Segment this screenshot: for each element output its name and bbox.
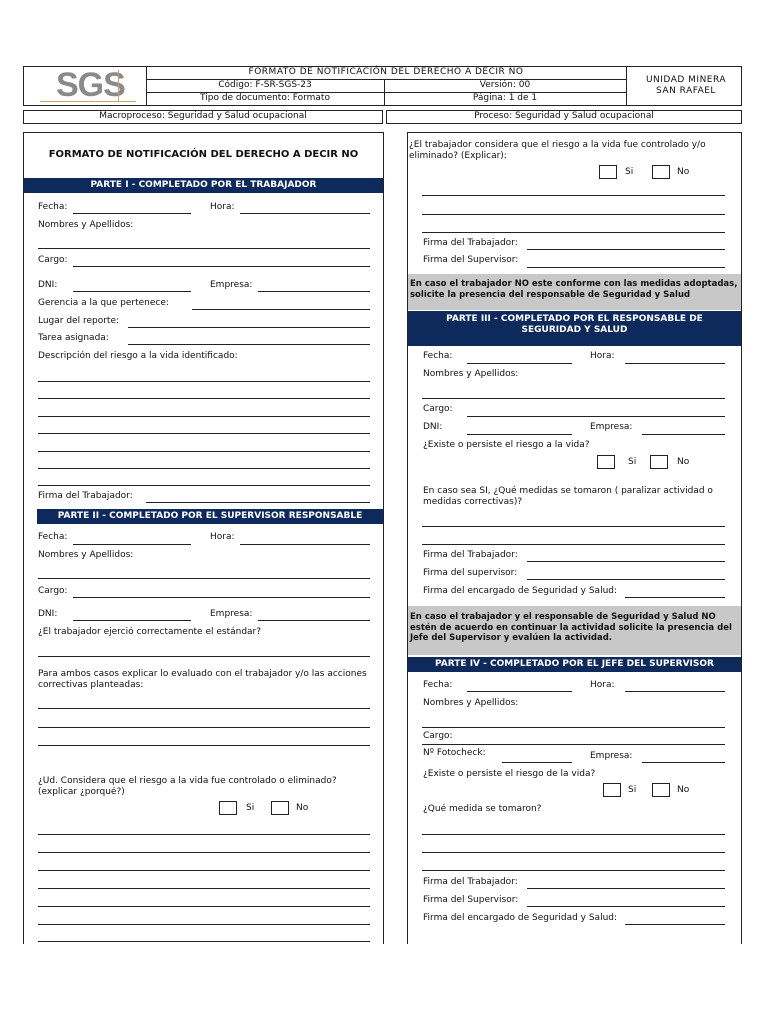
p3-empresa-label: Empresa: <box>590 422 633 432</box>
p2-fecha-line[interactable] <box>73 544 191 545</box>
p3-hora-line[interactable] <box>625 363 725 364</box>
p1-firma-label: Firma del Trabajador: <box>38 491 133 501</box>
p4-empresa-label: Empresa: <box>590 751 633 761</box>
p3-existe-label: ¿Existe o persiste el riesgo a la vida? <box>423 440 590 450</box>
p1-fecha-line[interactable] <box>73 213 191 214</box>
header-unidad: UNIDAD MINERA SAN RAFAEL <box>645 75 727 96</box>
top-no-checkbox[interactable] <box>652 165 670 179</box>
p4-nombres-label: Nombres y Apellidos: <box>423 698 519 708</box>
p2-explicar-line[interactable] <box>38 745 370 746</box>
p1-tarea-line[interactable] <box>128 344 370 345</box>
p3-medidas-line[interactable] <box>422 544 725 545</box>
p2-estandar-label: ¿El trabajador ejerció correctamente el estándar? <box>38 627 262 637</box>
p2-hora-line[interactable] <box>240 544 370 545</box>
p1-lugar-label: Lugar del reporte: <box>38 316 120 326</box>
p2-nombres-label: Nombres y Apellidos: <box>38 550 134 560</box>
p1-empresa-line[interactable] <box>258 291 370 292</box>
macroproceso: Macroproceso: Seguridad y Salud ocupacional <box>99 111 307 121</box>
header-pagina: Página: 1 de 1 <box>472 93 538 103</box>
p3-firma-trabajador-line[interactable] <box>527 561 725 562</box>
p1-cargo-line[interactable] <box>73 266 370 267</box>
p4-fecha-line[interactable] <box>467 691 572 692</box>
header-codigo: Código: F-SR-SGS-23 <box>218 80 312 90</box>
top-line[interactable] <box>422 214 725 215</box>
note-responsable: En caso el trabajador NO este conforme con las medidas adoptadas, solicite la presencia del responsable de Seguridad y Salud <box>408 274 741 310</box>
p1-nombres-label: Nombres y Apellidos: <box>38 220 134 230</box>
p2-fecha-label: Fecha: <box>38 532 68 542</box>
p4-nombres-line[interactable] <box>422 727 725 728</box>
p4-firma-trabajador-label: Firma del Trabajador: <box>423 877 518 887</box>
p4-firma-encargado-line[interactable] <box>625 924 725 925</box>
p3-dni-label: DNI: <box>423 422 443 432</box>
p1-desc-line[interactable] <box>38 468 370 469</box>
p2-explicar-label: Para ambos casos explicar lo evaluado con el trabajador y/o las acciones correctivas planteadas: <box>38 669 367 690</box>
p2-si-checkbox[interactable] <box>219 801 237 815</box>
p1-gerencia-label: Gerencia a la que pertenece: <box>38 298 169 308</box>
p2-no-label: No <box>296 803 309 813</box>
p4-firma-encargado-label: Firma del encargado de Seguridad y Salud: <box>423 913 618 923</box>
p2-dni-label: DNI: <box>38 609 58 619</box>
p2-cargo-line[interactable] <box>73 597 370 598</box>
p4-cargo-line[interactable] <box>422 744 725 745</box>
p4-si-label: Si <box>628 785 637 795</box>
header-tipo: Tipo de documento: Formato <box>200 93 330 103</box>
p4-hora-line[interactable] <box>625 691 725 692</box>
p3-si-checkbox[interactable] <box>597 455 615 469</box>
p4-medida-line[interactable] <box>422 834 725 835</box>
header-title: FORMATO DE NOTIFICACIÓN DEL DERECHO A DECIR NO <box>248 67 524 77</box>
p2-si-label: Si <box>246 803 255 813</box>
p2-considera-line[interactable] <box>38 888 370 889</box>
p3-empresa-line[interactable] <box>642 434 725 435</box>
p4-cargo-label: Cargo: <box>423 731 453 741</box>
p2-considera-line[interactable] <box>38 834 370 835</box>
p1-desc-line[interactable] <box>38 433 370 434</box>
p1-fecha-label: Fecha: <box>38 202 68 212</box>
p4-fotocheck-line[interactable] <box>502 762 572 763</box>
p4-fotocheck-label: Nº Fotocheck: <box>423 748 486 758</box>
proceso: Proceso: Seguridad y Salud ocupacional <box>474 111 654 121</box>
part3-title: PARTE III - COMPLETADO POR EL RESPONSABLE DE SEGURIDAD Y SALUD <box>408 311 741 346</box>
p2-cargo-label: Cargo: <box>38 586 68 596</box>
top-firma-supervisor-line[interactable] <box>527 267 725 268</box>
p2-explicar-line[interactable] <box>38 708 370 709</box>
p1-gerencia-line[interactable] <box>192 309 370 310</box>
p1-dni-line[interactable] <box>73 291 191 292</box>
p4-no-label: No <box>677 785 690 795</box>
p4-no-checkbox[interactable] <box>652 783 670 797</box>
p4-firma-supervisor-label: Firma del Supervisor: <box>423 895 519 905</box>
p1-desc-line[interactable] <box>38 451 370 452</box>
p1-desc-line[interactable] <box>38 381 370 382</box>
p3-hora-label: Hora: <box>590 351 615 361</box>
p3-medidas-line[interactable] <box>422 526 725 527</box>
p4-existe-label: ¿Existe o persiste el riesgo de la vida? <box>423 769 596 779</box>
p3-cargo-label: Cargo: <box>423 404 453 414</box>
p4-medida-label: ¿Qué medida se tomaron? <box>423 804 542 814</box>
top-si-label: Si <box>625 167 634 177</box>
p1-hora-line[interactable] <box>240 213 370 214</box>
p3-si-label: Si <box>628 457 637 467</box>
p1-desc-line[interactable] <box>38 416 370 417</box>
left-panel <box>23 132 384 944</box>
p3-cargo-line[interactable] <box>467 416 725 417</box>
p3-fecha-label: Fecha: <box>423 351 453 361</box>
p2-estandar-line[interactable] <box>38 656 370 657</box>
p2-considera-line[interactable] <box>38 924 370 925</box>
p2-empresa-label: Empresa: <box>210 609 253 619</box>
p2-considera-line[interactable] <box>38 852 370 853</box>
part1-title: PARTE I - COMPLETADO POR EL TRABAJADOR <box>24 178 383 193</box>
p4-empresa-line[interactable] <box>642 762 725 763</box>
top-firma-supervisor-label: Firma del Supervisor: <box>423 255 519 265</box>
p1-empresa-label: Empresa: <box>210 280 253 290</box>
p3-dni-line[interactable] <box>467 434 572 435</box>
top-no-label: No <box>677 167 690 177</box>
p3-firma-trabajador-label: Firma del Trabajador: <box>423 550 518 560</box>
p3-firma-encargado-label: Firma del encargado de Seguridad y Salud: <box>423 586 618 596</box>
top-si-checkbox[interactable] <box>599 165 617 179</box>
right-panel <box>407 132 742 944</box>
top-firma-trabajador-label: Firma del Trabajador: <box>423 238 518 248</box>
p2-considera-label: ¿Ud. Considera que el riesgo a la vida fue controlado o eliminado? (explicar ¿porqué?) <box>38 776 337 797</box>
p2-explicar-line[interactable] <box>38 727 370 728</box>
top-line[interactable] <box>422 232 725 233</box>
p4-medida-line[interactable] <box>422 852 725 853</box>
p4-firma-supervisor-line[interactable] <box>527 906 725 907</box>
p1-desc-line[interactable] <box>38 398 370 399</box>
p1-descripcion-label: Descripción del riesgo a la vida identificado: <box>38 351 238 361</box>
p1-firma-line[interactable] <box>146 502 370 503</box>
p2-nombres-line[interactable] <box>38 578 370 579</box>
logo-underline <box>40 101 136 102</box>
p3-no-label: No <box>677 457 690 467</box>
p2-dni-line[interactable] <box>73 620 191 621</box>
p2-hora-label: Hora: <box>210 532 235 542</box>
top-line[interactable] <box>422 195 725 196</box>
header-version: Versión: 00 <box>479 80 531 90</box>
p2-considera-line[interactable] <box>38 906 370 907</box>
top-firma-trabajador-line[interactable] <box>527 249 725 250</box>
p3-no-checkbox[interactable] <box>650 455 668 469</box>
p1-nombres-line[interactable] <box>38 248 370 249</box>
p1-tarea-label: Tarea asignada: <box>38 333 109 343</box>
p3-medidas-label: En caso sea SI, ¿Qué medidas se tomaron ( paralizar actividad o medidas correctivas)? <box>423 486 713 507</box>
p4-fecha-label: Fecha: <box>423 680 453 690</box>
p4-hora-label: Hora: <box>590 680 615 690</box>
p3-nombres-label: Nombres y Apellidos: <box>423 369 519 379</box>
p2-empresa-line[interactable] <box>258 620 370 621</box>
p3-firma-supervisor-line[interactable] <box>527 579 725 580</box>
p3-firma-supervisor-label: Firma del supervisor: <box>423 568 518 578</box>
part2-title: PARTE II - COMPLETADO POR EL SUPERVISOR RESPONSABLE <box>37 509 383 524</box>
p4-medida-line[interactable] <box>422 870 725 871</box>
p2-considera-line[interactable] <box>38 941 370 942</box>
header-divider-unit <box>626 66 627 106</box>
p4-firma-trabajador-line[interactable] <box>527 888 725 889</box>
p1-desc-line[interactable] <box>38 485 370 486</box>
p3-fecha-line[interactable] <box>467 363 572 364</box>
p4-si-checkbox[interactable] <box>603 783 621 797</box>
p1-lugar-line[interactable] <box>128 327 370 328</box>
logo-rule <box>118 70 119 102</box>
p2-no-checkbox[interactable] <box>271 801 289 815</box>
p1-hora-label: Hora: <box>210 202 235 212</box>
note-jefe: En caso el trabajador y el responsable de Seguridad y Salud NO estén de acuerdo en continuar la actividad solicite la presencia del Jefe del Supervisor y evalúen la actividad. <box>408 606 741 655</box>
p3-nombres-line[interactable] <box>422 398 725 399</box>
top-question: ¿El trabajador considera que el riesgo a la vida fue controlado y/o eliminado? (Explicar): <box>409 140 706 161</box>
p2-considera-line[interactable] <box>38 870 370 871</box>
sgs-logo: SGS <box>56 66 125 104</box>
p1-dni-label: DNI: <box>38 280 58 290</box>
form-title: FORMATO DE NOTIFICACIÓN DEL DERECHO A DECIR NO <box>48 149 359 160</box>
p1-cargo-label: Cargo: <box>38 255 68 265</box>
part4-title: PARTE IV - COMPLETADO POR EL JEFE DEL SUPERVISOR <box>408 657 741 672</box>
p3-firma-encargado-line[interactable] <box>625 597 725 598</box>
